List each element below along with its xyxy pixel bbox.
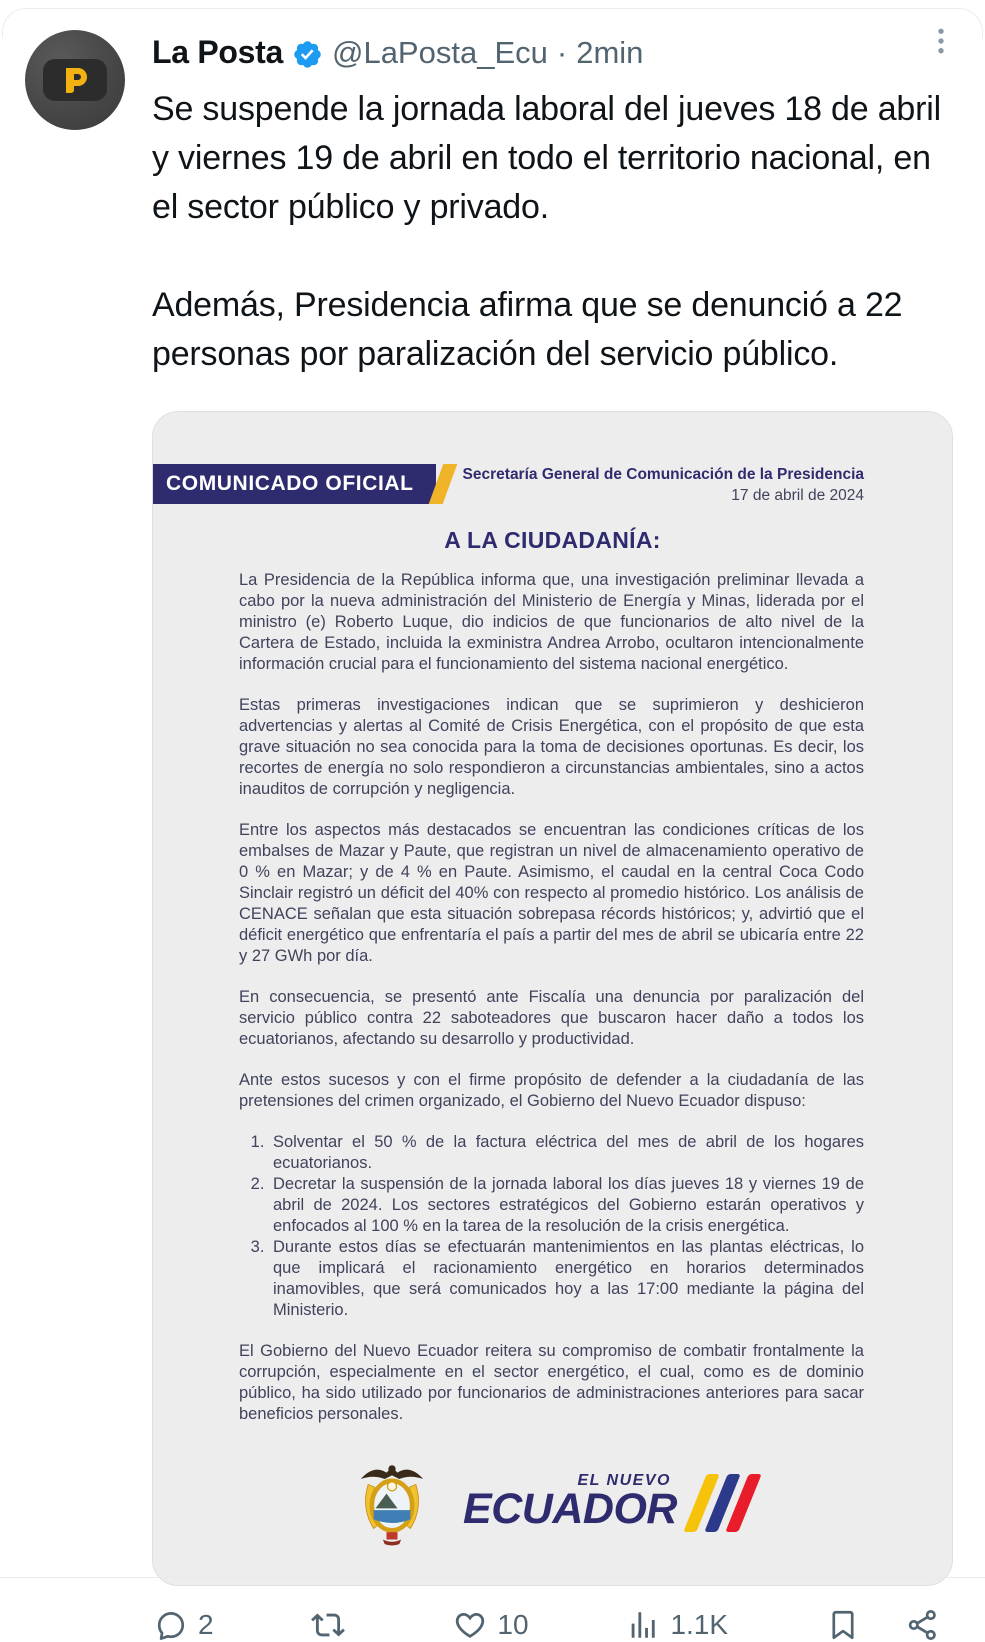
- communique-paragraph: La Presidencia de la República informa que, una investigación preliminar llevada a cabo por la nueva administración del Ministerio de Energía y Minas, liderada por el ministro (e) Roberto Luque, dio indicios de que funcionarios de alto nivel de la Cartera de Estado, incluida la exministra Andrea Arrobo, ocultaron intencionalmente información crucial para el funcionamiento del sistema nacional energético.: [239, 571, 864, 673]
- bookmark-button[interactable]: [826, 1608, 860, 1642]
- avatar[interactable]: [25, 30, 125, 130]
- author-name[interactable]: La Posta: [152, 34, 283, 70]
- more-menu-button[interactable]: [922, 20, 960, 65]
- tweet-text-paragraph: Se suspende la jornada laboral del jueves 18 de abril y viernes 19 de abril en todo el territorio nacional, en el sector público y privado.: [152, 90, 941, 226]
- verified-badge-icon: [292, 39, 323, 70]
- communique-title: A LA CIUDADANÍA:: [444, 527, 661, 553]
- laposta-p-icon: [58, 63, 92, 97]
- reply-icon: [154, 1608, 188, 1642]
- separator-dot: ·: [556, 34, 568, 70]
- like-icon: [453, 1608, 487, 1642]
- bookmark-icon: [826, 1608, 860, 1642]
- ellipsis-vertical-icon: [926, 24, 956, 58]
- author-handle[interactable]: @LaPosta_Ecu: [331, 34, 548, 70]
- views-count: 1.1K: [670, 1609, 729, 1640]
- communique-paragraph: En consecuencia, se presentó ante Fiscalía una denuncia por paralización del servicio público contra 22 saboteadores que buscaron hacer daño a todos los ecuatorianos, afectando su desarrollo y productividad.: [239, 988, 864, 1048]
- logo-top-text: EL NUEVO: [577, 1472, 671, 1490]
- tweet-action-bar: [154, 1608, 940, 1642]
- communique-closing: El Gobierno del Nuevo Ecuador reitera su compromiso de combatir frontalmente la corrupción, especialmente en el sector energético, el cual, como es de dominio público, ha sido utilizado por funcionarios de administraciones anteriores para sacar beneficios personales.: [239, 1342, 864, 1423]
- timestamp[interactable]: 2min: [576, 34, 644, 70]
- views-button[interactable]: [626, 1608, 728, 1642]
- logo-main-text: ECUADOR: [463, 1485, 677, 1534]
- communique-list-item: 2. Decretar la suspensión de la jornada laboral los días jueves 18 y viernes 19 de abril de 2024. Los sectores estratégicos del Gobierno estarán operativos y enfocados al 100 % en la tarea de la resolución de la crisis energética.: [269, 1174, 864, 1237]
- reply-count: 2: [198, 1609, 214, 1640]
- repost-icon: [311, 1608, 345, 1642]
- communique-list-item: 1. Solventar el 50 % de la factura eléctrica del mes de abril de los hogares ecuatorianos.: [269, 1132, 864, 1174]
- repost-button[interactable]: [311, 1608, 355, 1642]
- share-button[interactable]: [906, 1608, 940, 1642]
- like-count: 10: [497, 1609, 529, 1640]
- el-nuevo-ecuador-logo: [463, 1470, 750, 1532]
- flag-stripes-decoration: [687, 1474, 750, 1532]
- reply-button[interactable]: [154, 1608, 214, 1642]
- cell-divider: [0, 1577, 985, 1578]
- tweet-text-paragraph: Además, Presidencia afirma que se denunció a 22 personas por paralización del servicio público.: [152, 286, 903, 373]
- communique-band-label: COMUNICADO OFICIAL: [153, 464, 436, 504]
- tweet-body: [152, 85, 960, 379]
- communique-date: 17 de abril de 2024: [731, 487, 864, 504]
- avatar-logo: [43, 59, 107, 101]
- ecuador-coat-of-arms-icon: [355, 1457, 429, 1545]
- tweet-header: [152, 34, 960, 71]
- communique-paragraph: Ante estos sucesos y con el firme propósito de defender a la ciudadanía de las pretensiones del crimen organizado, el Gobierno del Nuevo Ecuador dispuso:: [239, 1071, 864, 1110]
- communique-paragraphs: [239, 570, 864, 1112]
- share-icon: [906, 1608, 940, 1642]
- like-button[interactable]: [453, 1608, 528, 1642]
- communique-header: [153, 412, 952, 505]
- communique-paragraph: Entre los aspectos más destacados se encuentran las condiciones críticas de los embalses de Mazar y Paute, que registran un nivel de almacenamiento operativo de 0 % en Mazar; y de 4 % en Paute. Asimismo, el caudal en la central Coca Codo Sinclair registró un déficit del 40% con respecto al promedio histórico. Los análisis de CENACE señalan que esta situación sobrepasa récords históricos; y, advirtió que el déficit energético que enfrentaría el país a partir del mes de abril se ubicaría entre 22 y 27 GWh por día.: [239, 821, 864, 965]
- communique-org: Secretaría General de Comunicación de la Presidencia: [462, 466, 864, 483]
- communique-footer: [153, 1445, 952, 1585]
- communique-paragraph: Estas primeras investigaciones indican que se suprimieron y deshicieron advertencias y alertas al Comité de Crisis Energética, con el propósito de que esta grave situación no sea conocida para la toma de decisiones oportunas. Es decir, los recortes de energía no solo respondieron a circunstancias ambientales, sino a actos inauditos de corrupción y negligencia.: [239, 696, 864, 798]
- communique-list-item: 3. Durante estos días se efectuarán mantenimientos en las plantas eléctricas, lo que implicará el racionamiento energético en horarios determinados inamovibles, que será comunicados hoy a las 17:00 mediante la página del Ministerio.: [269, 1237, 864, 1321]
- communique-numbered-list: [239, 1132, 864, 1321]
- views-icon: [626, 1608, 660, 1642]
- embedded-image-communique[interactable]: [152, 411, 953, 1586]
